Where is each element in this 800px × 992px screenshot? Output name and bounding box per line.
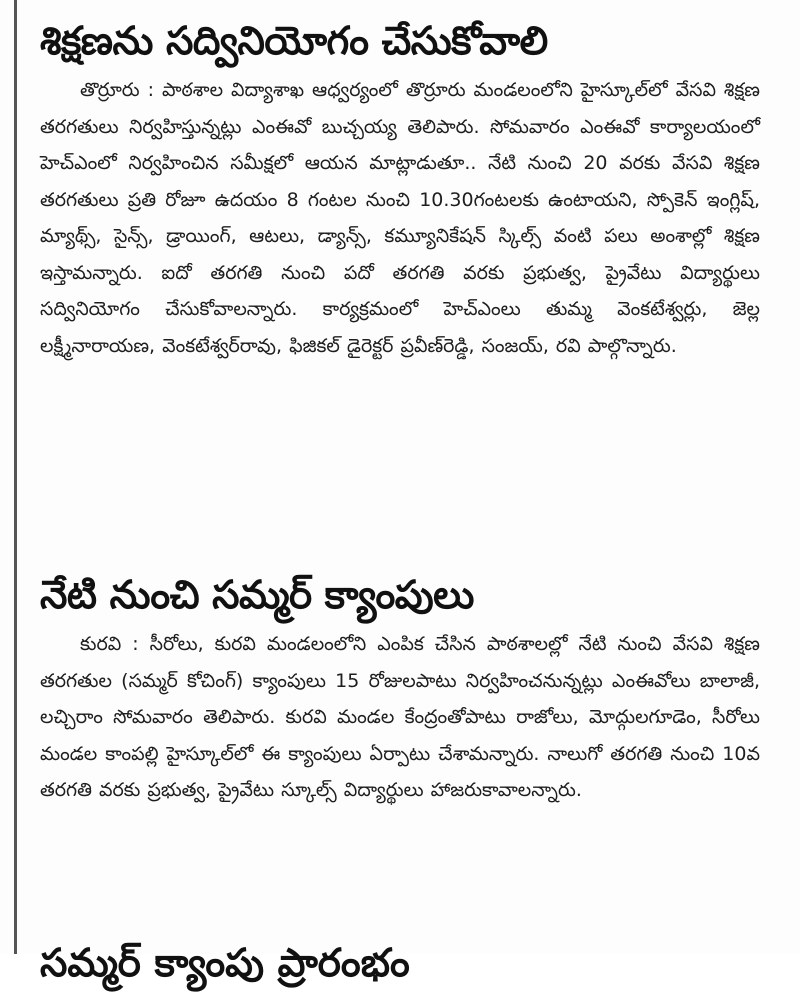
article-headline: శిక్షణను సద్వినియోగం చేసుకోవాలి [40, 19, 548, 64]
article-headline: నేటి నుంచి సమ్మర్ క్యాంపులు [40, 573, 474, 618]
article-body: తొర్రూరు : పాఠశాల విద్యాశాఖ ఆధ్వర్యంలో తొర్రూరు మండలంలోని హైస్కూల్‌లో వేసవి శిక్షణ తరగతులు నిర్వహిస్తున్నట్లు ఎంఈవో బుచ్చయ్య తెలిపారు. సోమవారం ఎంఈవో కార్యాలయంలో హెచ్ఎంలో నిర్వహించిన సమీక్షలో ఆయన మాట్లాడుతూ.. నేటి నుంచి 20 వరకు వేసవి శిక్షణ తరగతులు ప్రతి రోజూ ఉదయం 8 గంటల నుంచి 10.30గంటలకు ఉంటాయని, స్పోకెన్ ఇంగ్లిష్, మ్యాథ్స్, సైన్స్, డ్రాయింగ్, ఆటలు, డ్యాన్స్, కమ్యూనికేషన్ స్కిల్స్ వంటి పలు అంశాల్లో శిక్షణ ఇస్తామన్నారు. ఐదో తరగతి నుంచి పదో తరగతి వరకు ప్రభుత్వ, ప్రైవేటు విద్యార్థులు సద్వినియోగం చేసుకోవాలన్నారు. కార్యక్రమంలో హెచ్ఎంలు తుమ్మ వెంకటేశ్వర్లు, జెల్ల లక్ష్మీనారాయణ, వెంకటేశ్వర్‌రావు, ఫిజికల్ డైరెక్టర్ ప్రవీణ్‌రెడ్డి, సంజయ్, రవి పాల్గొన్నారు. [40, 79, 760, 357]
cropped-next-headline [40, 936, 760, 986]
article-training-utilization [40, 14, 760, 364]
next-headline-text: సమ్మర్ క్యాంపు ప్రారంభం [40, 941, 410, 986]
column-divider [14, 0, 17, 954]
article-body: కురవి : సీరోలు, కురవి మండలంలోని ఎంపిక చేసిన పాఠశాలల్లో నేటి నుంచి వేసవి శిక్షణ తరగతుల (సమ్మర్ కోచింగ్) క్యాంపులు 15 రోజులపాటు నిర్వహించనున్నట్లు ఎంఈవోలు బాలాజీ, లచ్చిరాం సోమవారం తెలిపారు. కురవి మండల కేంద్రంతోపాటు రాజోలు, మోద్గులగూడెం, సీరోలు మండల కాంపల్లి హైస్కూల్‌లో ఈ క్యాంపులు ఏర్పాటు చేశామన్నారు. నాలుగో తరగతి నుంచి 10వ తరగతి వరకు ప్రభుత్వ, ప్రైవేటు స్కూల్స్ విద్యార్థులు హాజరుకావాలన్నారు. [40, 633, 760, 801]
article-summer-camps [40, 568, 760, 809]
